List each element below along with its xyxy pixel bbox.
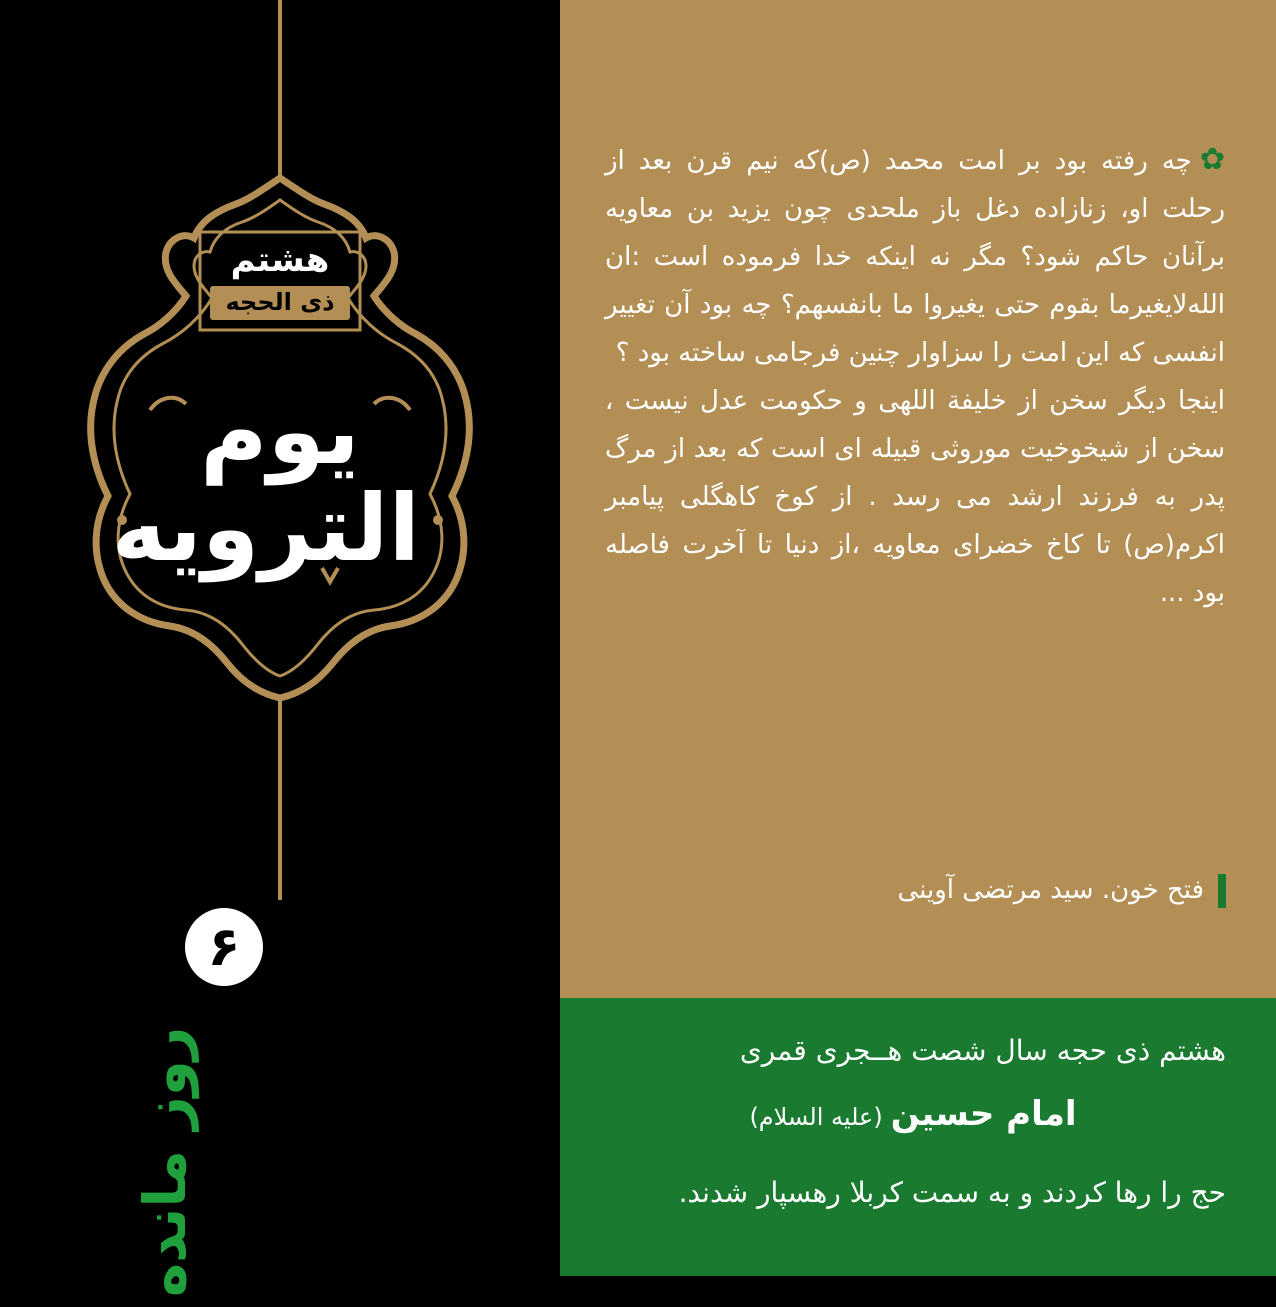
flower-icon: ✿ <box>1199 142 1225 177</box>
person-honorific: (علیه السلام) <box>749 1103 883 1131</box>
article-source <box>700 866 1226 914</box>
eighth-label: هشتم <box>230 240 330 280</box>
person-name: امام حسین <box>890 1094 1077 1134</box>
article-paragraph-1 <box>605 136 1225 377</box>
event-date: هشتم ذی حجه سال شصت هــجری قمری <box>739 1034 1226 1067</box>
source-marker <box>1218 874 1226 908</box>
ornament-dot-right <box>433 515 443 525</box>
article-paragraph-2: اینجا دیگر سخن از خلیفة اللهی و حکومت عدل نیست ، سخن از شیخوخیت موروثی قبیله ای است که بعد از مرگ پدر به فرزند ارشد می رسد . از کوخ کاهگلی پیامبر اکرم(ص) تا کاخ خضرای معاویه ،از دنیا تا آخرت فاصله بود ... <box>605 386 1225 608</box>
days-left-label: روز مانده <box>131 1026 199 1298</box>
event-person <box>600 1094 1226 1134</box>
article-paragraph-1-text: چه رفته بود بر امت محمد (ص)که نیم قرن بعد از رحلت او، زنازاده دغل باز ملحدی چون یزید بن معاویه برآنان حاکم شود؟ مگر نه اینکه خدا فرموده است :ان الله‌لایغیرما بقوم حتی یغیروا ما بانفسهم؟ چه بود آن تغییر انفسی که این امت را سزاوار چنین فرجامی ساخته بود ؟ <box>605 146 1225 368</box>
source-text: فتح خون. سید مرتضی آوینی <box>897 875 1204 905</box>
days-left-number: ۶ <box>185 908 263 986</box>
yawm-al-tarwiya-title: یوم الترویه <box>111 378 420 582</box>
dhul-hijja-label: ذی الحجه <box>225 288 335 316</box>
event-description: حج را رها کردند و به سمت کربلا رهسپار شدند. <box>678 1176 1226 1209</box>
article-text <box>605 136 1225 617</box>
ornamental-frame <box>0 0 560 1276</box>
